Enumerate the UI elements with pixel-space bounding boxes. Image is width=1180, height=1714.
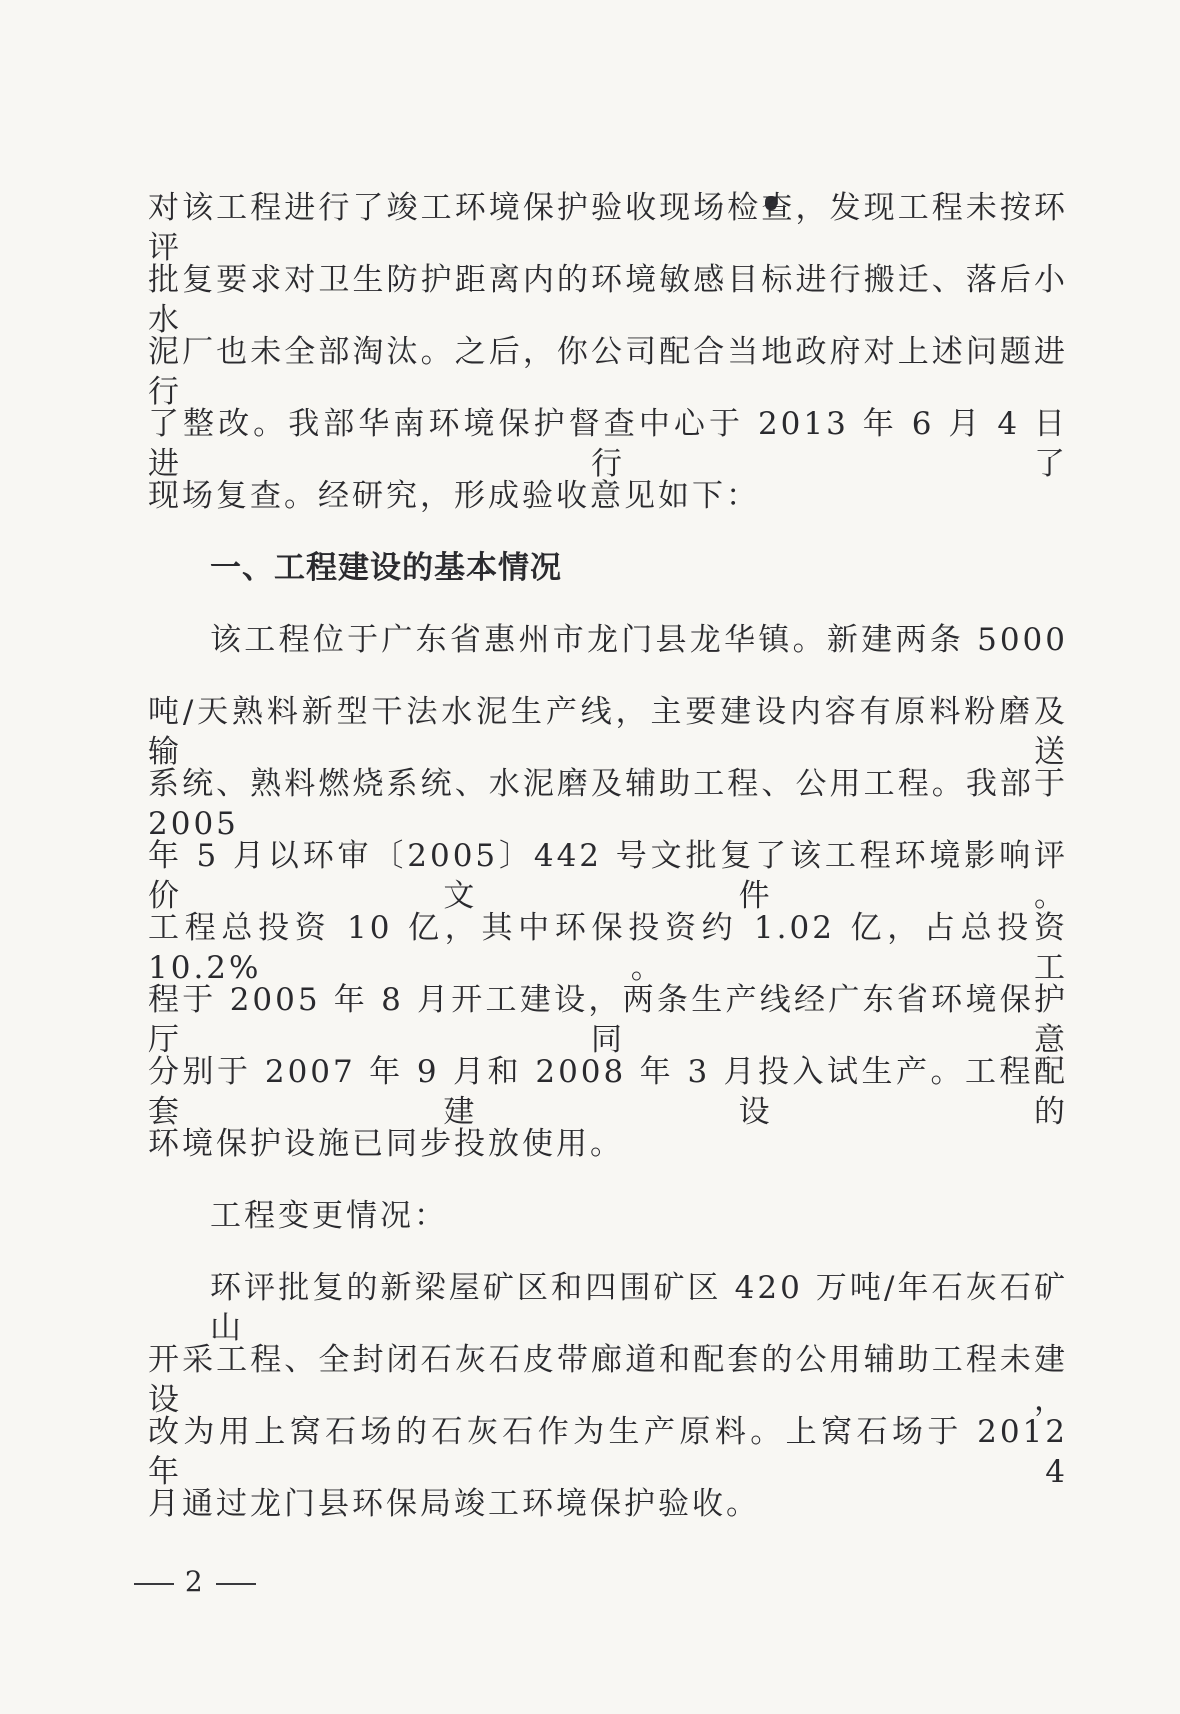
page-number [134,1565,256,1598]
body-line: 改为用上窝石场的石灰石作为生产原料。上窝石场于 2012 年 4 [148,1414,1068,1490]
body-line: 年 5 月以环审〔2005〕442 号文批复了该工程环境影响评价文件。 [148,838,1068,914]
body-line: 对该工程进行了竣工环境保护验收现场检查，发现工程未按环评 [148,190,1068,266]
body-line: 环境保护设施已同步投放使用。 [148,1126,624,1162]
body-line: 泥厂也未全部淘汰。之后，你公司配合当地政府对上述问题进行 [148,334,1068,410]
document-body [148,188,1068,1556]
dash-left [134,1583,174,1585]
section-heading: 一、工程建设的基本情况 [210,550,562,586]
dash-right [216,1583,256,1585]
body-line: 批复要求对卫生防护距离内的环境敏感目标进行搬迁、落后小水 [148,262,1068,338]
body-line: 工程总投资 10 亿，其中环保投资约 1.02 亿，占总投资 10.2%。工 [148,910,1068,986]
body-line: 分别于 2007 年 9 月和 2008 年 3 月投入试生产。工程配套建设的 [148,1054,1068,1130]
body-line: 现场复查。经研究，形成验收意见如下： [148,478,760,514]
body-line: 系统、熟料燃烧系统、水泥磨及辅助工程、公用工程。我部于 2005 [148,766,1068,842]
body-line: 月通过龙门县环保局竣工环境保护验收。 [148,1486,760,1522]
body-line: 吨/天熟料新型干法水泥生产线，主要建设内容有原料粉磨及输送 [148,694,1068,770]
body-line: 该工程位于广东省惠州市龙门县龙华镇。新建两条 5000 [210,622,1068,658]
subsection-heading: 工程变更情况： [210,1198,448,1234]
body-line: 开采工程、全封闭石灰石皮带廊道和配套的公用辅助工程未建设， [148,1342,1068,1418]
body-line: 程于 2005 年 8 月开工建设，两条生产线经广东省环境保护厅同意 [148,982,1068,1058]
page-number-value: 2 [184,1565,205,1598]
body-line: 了整改。我部华南环境保护督查中心于 2013 年 6 月 4 日进行了 [148,406,1068,482]
body-line: 环评批复的新梁屋矿区和四围矿区 420 万吨/年石灰石矿山 [210,1270,1068,1346]
